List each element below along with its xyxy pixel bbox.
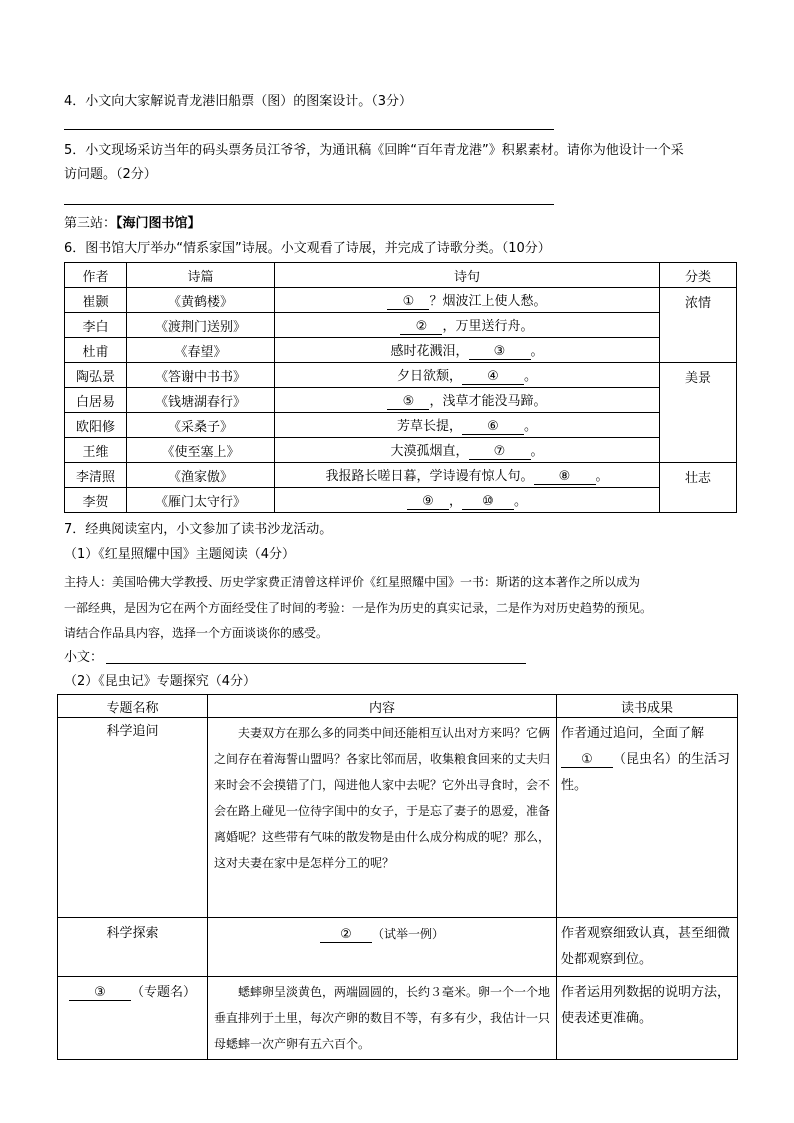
result-cell: 作者运用列数据的说明方法，使表述更准确。 bbox=[557, 977, 738, 1060]
fill-blank-insect-2[interactable]: ② bbox=[320, 928, 372, 943]
author-cell: 崔颢 bbox=[65, 288, 127, 313]
author-cell: 杜甫 bbox=[65, 338, 127, 363]
answer-line-q4[interactable] bbox=[64, 129, 554, 130]
host-text-1: 主持人：美国哈佛大学教授、历史学家费正清曾这样评价《红星照耀中国》一书：斯诺的这本著作之所以成为 bbox=[64, 575, 641, 589]
author-cell: 陶弘景 bbox=[65, 363, 127, 388]
table-row bbox=[58, 718, 738, 918]
poem-cell: 《春望》 bbox=[127, 338, 275, 363]
station-3-heading bbox=[64, 212, 201, 236]
poem-cell: 《答谢中书书》 bbox=[127, 363, 275, 388]
fill-blank-5[interactable]: ⑤ bbox=[387, 395, 429, 410]
result-cell: 作者通过追问，全面了解① （昆虫名）的生活习性。 bbox=[557, 718, 738, 918]
verse-cell: 大漠孤烟直， ⑦ 。 bbox=[275, 438, 660, 463]
verse-cell: ② ，万里送行舟。 bbox=[275, 313, 660, 338]
header-category: 分类 bbox=[660, 263, 737, 288]
fill-blank-1[interactable]: ① bbox=[387, 295, 429, 310]
table-row bbox=[58, 918, 738, 977]
table-row bbox=[65, 338, 737, 363]
header-result: 读书成果 bbox=[557, 695, 738, 718]
content-cell bbox=[208, 977, 557, 1060]
table-row bbox=[65, 363, 737, 388]
question-5-text-1: 5．小文现场采访当年的码头票务员江爷爷，为通讯稿《回眸“百年青龙港”》积累素材。请你为他设计一个采 bbox=[64, 143, 684, 158]
poem-cell: 《使至塞上》 bbox=[127, 438, 275, 463]
header-poem: 诗篇 bbox=[127, 263, 275, 288]
answer-line-q7-1[interactable] bbox=[106, 663, 526, 664]
category-cell: 壮志 bbox=[660, 463, 737, 513]
table-row bbox=[65, 313, 737, 338]
part-1-title-text: （1）《红星照耀中国》主题阅读（4分） bbox=[64, 547, 296, 562]
header-content: 内容 bbox=[208, 695, 557, 718]
host-text-2: 一部经典，是因为它在两个方面经受住了时间的考验：一是作为历史的真实记录，二是作为对历史趋势的预见。 bbox=[64, 601, 653, 615]
category-cell: 浓情 bbox=[660, 288, 737, 363]
fill-blank-10[interactable]: ⑩ bbox=[462, 495, 514, 510]
verse-cell: 感时花溅泪， ③ 。 bbox=[275, 338, 660, 363]
fill-blank-3[interactable]: ③ bbox=[469, 345, 531, 360]
author-cell: 王维 bbox=[65, 438, 127, 463]
table-row bbox=[65, 488, 737, 513]
question-7-part-2-title bbox=[64, 670, 256, 694]
author-cell: 李白 bbox=[65, 313, 127, 338]
topic-cell: 科学探索 bbox=[58, 918, 208, 977]
header-author: 作者 bbox=[65, 263, 127, 288]
host-remark-line-2 bbox=[64, 595, 652, 621]
part-2-title-text: （2）《昆虫记》专题探究（4分） bbox=[64, 674, 257, 689]
author-cell: 欧阳修 bbox=[65, 413, 127, 438]
answer-label-text: 小文： bbox=[64, 650, 104, 665]
fill-blank-6[interactable]: ⑥ bbox=[462, 420, 524, 435]
fill-blank-8[interactable]: ⑧ bbox=[534, 470, 596, 485]
poem-cell: 《雁门太守行》 bbox=[127, 488, 275, 513]
fill-blank-2[interactable]: ② bbox=[400, 320, 442, 335]
poem-cell: 《渡荆门送别》 bbox=[127, 313, 275, 338]
question-5-line2 bbox=[64, 163, 157, 187]
poem-cell: 《黄鹤楼》 bbox=[127, 288, 275, 313]
question-7-text: 7．经典阅读室内，小文参加了读书沙龙活动。 bbox=[64, 522, 333, 537]
content-cell: ② （试举一例） bbox=[208, 918, 557, 977]
question-7 bbox=[64, 518, 332, 542]
table-row bbox=[65, 463, 737, 488]
poetry-table bbox=[64, 262, 737, 513]
question-7-part-1-title bbox=[64, 543, 295, 567]
topic-cell: 科学追问 bbox=[58, 718, 208, 918]
host-remark-line-1 bbox=[64, 569, 640, 595]
header-verse: 诗句 bbox=[275, 263, 660, 288]
verse-cell: ⑤ ，浅草才能没马蹄。 bbox=[275, 388, 660, 413]
station-label: 第三站： bbox=[64, 216, 117, 231]
answer-line-q5[interactable] bbox=[64, 204, 554, 205]
verse-cell: 芳草长提， ⑥ 。 bbox=[275, 413, 660, 438]
category-cell: 美景 bbox=[660, 363, 737, 463]
table-row bbox=[65, 413, 737, 438]
poem-cell: 《采桑子》 bbox=[127, 413, 275, 438]
host-remark-line-3 bbox=[64, 620, 328, 646]
table-row bbox=[65, 438, 737, 463]
student-answer-label bbox=[64, 646, 103, 670]
question-5-line1 bbox=[64, 139, 684, 163]
author-cell: 李清照 bbox=[65, 463, 127, 488]
table-row bbox=[65, 388, 737, 413]
verse-cell: ① ？烟波江上使人愁。 bbox=[275, 288, 660, 313]
header-topic: 专题名称 bbox=[58, 695, 208, 718]
table-row bbox=[58, 977, 738, 1060]
table-header-row bbox=[65, 263, 737, 288]
verse-cell: 夕日欲颓， ④ 。 bbox=[275, 363, 660, 388]
fill-blank-7[interactable]: ⑦ bbox=[469, 445, 531, 460]
question-5-text-2: 访问题。（2分） bbox=[64, 167, 157, 182]
question-4-text: 4．小文向大家解说青龙港旧船票（图）的图案设计。（3分） bbox=[64, 94, 413, 109]
station-name: 【海门图书馆】 bbox=[116, 216, 201, 231]
question-6-text: 6．图书馆大厅举办“情系家国”诗展。小文观看了诗展，并完成了诗歌分类。（10分） bbox=[64, 241, 551, 256]
table-row bbox=[65, 288, 737, 313]
topic-cell: ③ （专题名） bbox=[58, 977, 208, 1060]
table-header-row bbox=[58, 695, 738, 718]
fill-blank-insect-3[interactable]: ③ bbox=[69, 986, 131, 1001]
insect-topic-table bbox=[57, 694, 738, 1060]
content-text: 蟋蟀卵呈淡黄色，两端圆圆的，长约３毫米。卵一个一个地垂直排列于土里，每次产卵的数目不等，有多有少，我估计一只母蟋蟀一次产卵有五六百个。 bbox=[214, 985, 551, 1051]
author-cell: 李贺 bbox=[65, 488, 127, 513]
fill-blank-insect-1[interactable]: ① bbox=[561, 753, 613, 768]
fill-blank-4[interactable]: ④ bbox=[462, 370, 524, 385]
question-6 bbox=[64, 237, 551, 261]
poem-cell: 《渔家傲》 bbox=[127, 463, 275, 488]
result-cell: 作者观察细致认真，甚至细微处都观察到位。 bbox=[557, 918, 738, 977]
poem-cell: 《钱塘湖春行》 bbox=[127, 388, 275, 413]
verse-cell: 我报路长嗟日暮，学诗谩有惊人句。 ⑧ 。 bbox=[275, 463, 660, 488]
content-cell bbox=[208, 718, 557, 918]
author-cell: 白居易 bbox=[65, 388, 127, 413]
fill-blank-9[interactable]: ⑨ bbox=[407, 495, 449, 510]
verse-cell: ⑨ ， ⑩ 。 bbox=[275, 488, 660, 513]
host-text-3: 请结合作品具内容，选择一个方面谈谈你的感受。 bbox=[64, 626, 329, 640]
question-4 bbox=[64, 90, 412, 114]
content-text: 夫妻双方在那么多的同类中间还能相互认出对方来吗？它俩之间存在着海誓山盟吗？各家比邻而居，收集粮食回来的丈夫归来时会不会摸错了门，闯进他人家中去呢？它外出寻食时，会不会在路上碰见一位待字闺中的女子，于是忘了妻子的恩爱，准备离婚呢？这些带有气味的散发物是由什么成分构成的呢？那么，这对夫妻在家中是怎样分工的呢？ bbox=[214, 726, 551, 870]
